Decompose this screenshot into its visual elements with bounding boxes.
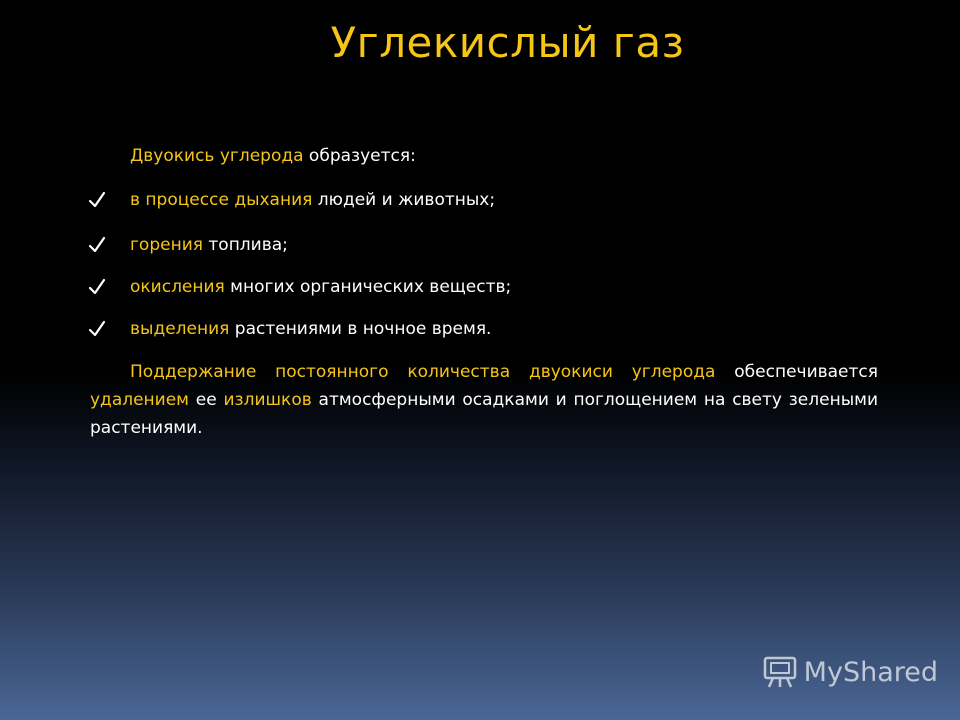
paragraph-highlight: Поддержание постоянного количества двуокиси углерода [130, 362, 716, 382]
checkmark-icon [88, 318, 106, 340]
intro-line [130, 145, 416, 167]
bullet-rest: многих органических веществ; [224, 277, 512, 297]
slide-title: Углекислый газ [330, 18, 685, 67]
bullet-highlight: выделения [130, 319, 230, 339]
bullet-highlight: горения [130, 235, 203, 255]
checkmark-icon [88, 276, 106, 298]
paragraph-text: атмосферными осадками и поглощением на свету зелеными растениями. [90, 390, 878, 438]
paragraph-text: обеспечивается [715, 362, 878, 382]
intro-highlight: Двуокись углерода [130, 146, 304, 166]
watermark-text: MyShared [803, 656, 938, 688]
paragraph-highlight: излишков [223, 390, 312, 410]
bullet-rest: людей и животных; [312, 190, 496, 210]
bullet-rest: растениями в ночное время. [229, 319, 492, 339]
checkmark-icon [88, 234, 106, 256]
bullet-item-3 [130, 276, 511, 298]
bullet-rest: топлива; [202, 235, 288, 255]
bullet-highlight: в процессе дыхания [130, 190, 313, 210]
checkmark-icon [88, 189, 106, 211]
intro-rest: образуется: [303, 146, 416, 166]
paragraph-text: ее [189, 390, 224, 410]
bullet-item-1 [130, 189, 495, 211]
myshared-watermark [762, 654, 938, 690]
presentation-icon [762, 654, 798, 690]
paragraph-highlight: удалением [90, 390, 190, 410]
bullet-highlight: окисления [130, 277, 225, 297]
bullet-item-2 [130, 234, 288, 256]
bullet-item-4 [130, 318, 491, 340]
summary-paragraph [90, 358, 878, 442]
